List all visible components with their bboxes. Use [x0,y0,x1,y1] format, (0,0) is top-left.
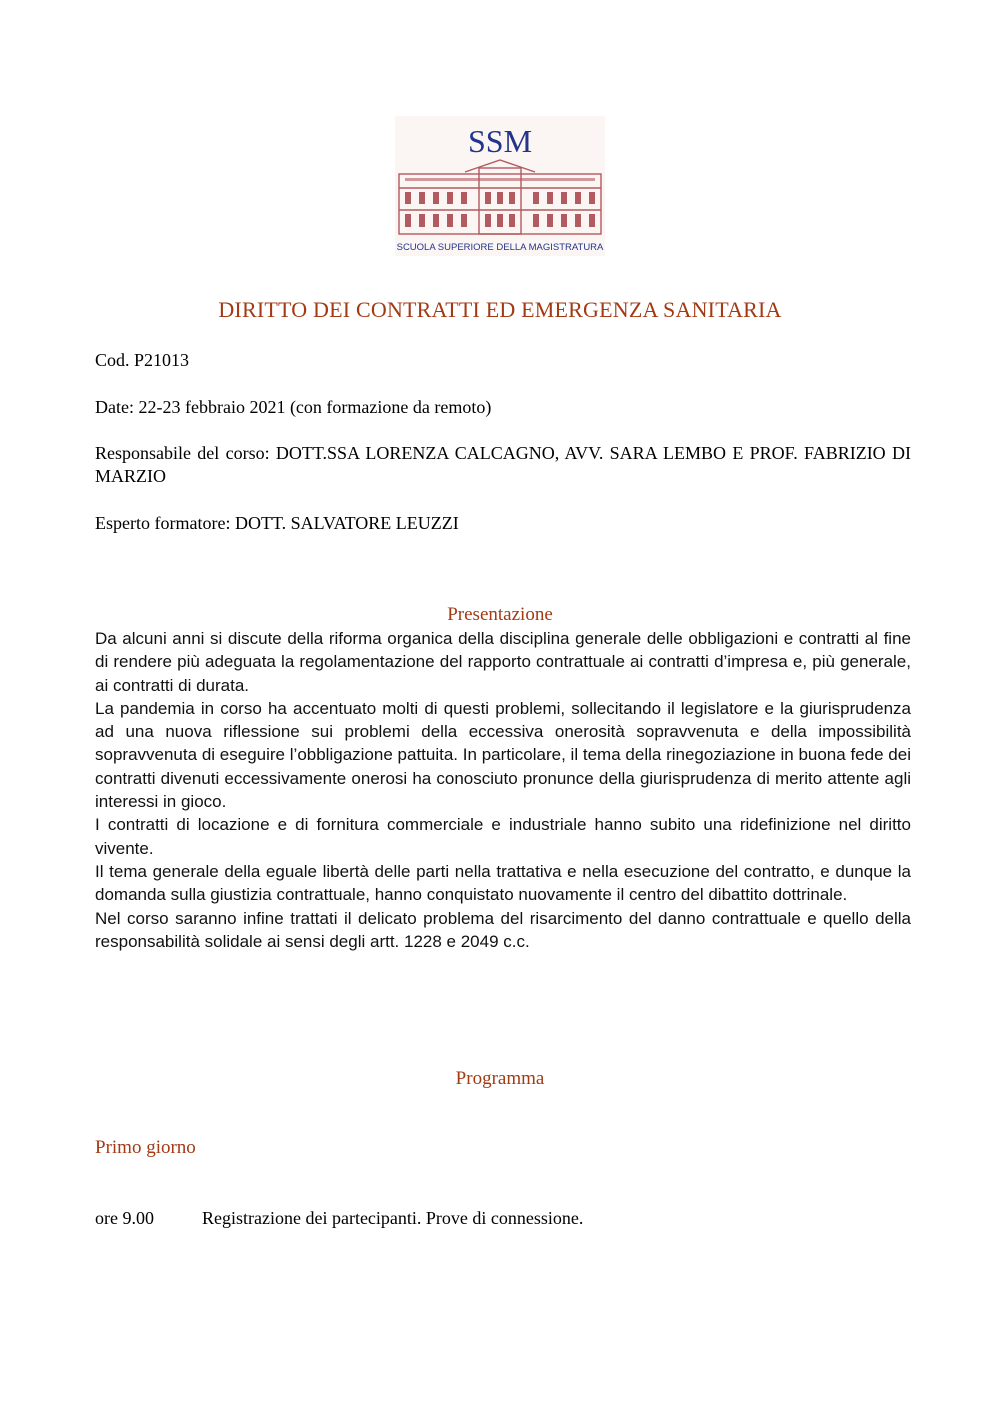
logo-monogram: SSM [467,123,533,159]
presentation-paragraph: I contratti di locazione e di fornitura commerciale e industriale hanno subito una ridefinizione nel diritto vivente. [95,815,911,858]
ssm-building-icon [395,116,605,256]
schedule-description: Registrazione dei partecipanti. Prove di connessione. [202,1208,584,1228]
schedule-time: ore 9.00 [95,1208,154,1228]
logo-caption: SCUOLA SUPERIORE DELLA MAGISTRATURA [396,242,604,253]
presentation-body [95,627,911,953]
course-responsible: Responsabile del corso: DOTT.SSA LORENZA CALCAGNO, AVV. SARA LEMBO E PROF. FABRIZIO DI MARZIO [95,443,911,486]
course-code: Cod. P21013 [95,350,190,370]
course-dates: Date: 22-23 febbraio 2021 (con formazione da remoto) [95,397,492,417]
course-expert: Esperto formatore: DOTT. SALVATORE LEUZZI [95,513,459,533]
document-title: DIRITTO DEI CONTRATTI ED EMERGENZA SANITARIA [218,297,782,322]
program-heading: Programma [455,1068,545,1089]
ssm-logo [395,116,605,256]
presentation-paragraph: Il tema generale della eguale libertà delle parti nella trattativa e nella esecuzione del contratto, e dunque la domanda sulla giustizia contrattuale, hanno conquistato nuovamente il centro del dibattito dottrinale. [95,861,911,905]
presentation-paragraph: Nel corso saranno infine trattati il delicato problema del risarcimento del danno contrattuale e quello della responsabilità solidale ai sensi degli artt. 1228 e 2049 c.c. [95,908,911,951]
day-title: Primo giorno [95,1137,196,1158]
presentation-paragraph: La pandemia in corso ha accentuato molti di questi problemi, sollecitando il legislatore e la giurisprudenza ad una nuova riflessione sui problemi della eccessiva onerosità sopravvenuta e della impossibilità sopravvenuta di eseguire l’obbligazione pattuita. In particolare, il tema della rinegoziazione in buona fede dei contratti divenuti eccessivamente onerosi ha conosciuto pronunce della giurisprudenza di merito attente agli interessi in gioco. [95,698,911,812]
presentation-heading: Presentazione [447,604,553,625]
presentation-paragraph: Da alcuni anni si discute della riforma organica della disciplina generale delle obbligazioni e contratti al fine di rendere più adeguata la regolamentazione del rapporto contrattuale ai contratti d’impresa e, più generale, ai contratti di durata. [95,629,911,695]
